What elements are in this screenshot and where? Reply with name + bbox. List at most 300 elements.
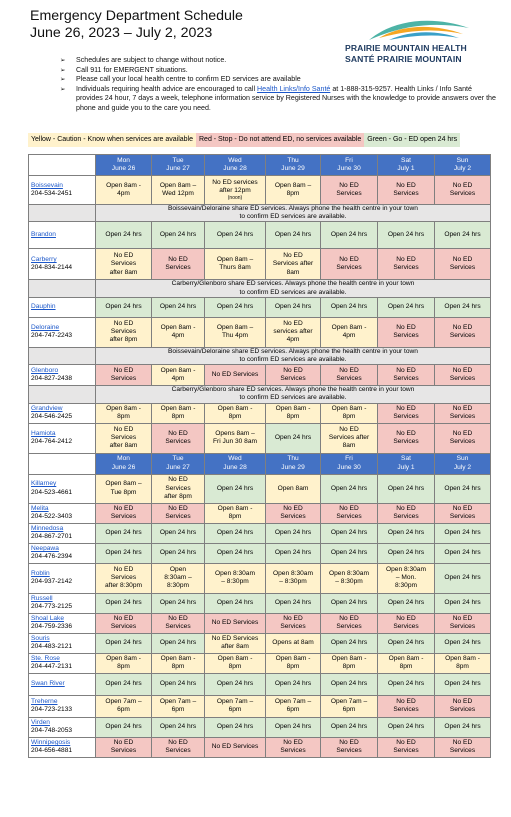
note-spacer: [29, 205, 96, 222]
day-header-cell: Mon June 26: [96, 155, 152, 176]
site-phone: 204-747-2243: [31, 332, 73, 340]
site-cell: [29, 297, 96, 317]
schedule-cell: [321, 403, 378, 423]
schedule-cell: [96, 474, 152, 503]
day-header-cell: Wed June 28: [205, 453, 266, 474]
schedule-cell: [321, 523, 378, 543]
schedule-cell: [205, 673, 266, 695]
schedule-cell-text: Open 8am - 4pm: [331, 324, 367, 340]
schedule-cell-text: Open 24 hrs: [105, 549, 142, 557]
schedule-cell: [96, 613, 152, 633]
schedule-cell-text: No ED Services after 8am: [328, 425, 370, 450]
schedule-cell: [435, 543, 491, 563]
schedule-cell: [96, 633, 152, 653]
site-row: [29, 673, 491, 695]
schedule-cell: [152, 633, 205, 653]
schedule-cell-text: No ED Services: [336, 181, 362, 197]
schedule-cell-text: Open 8:30am – 8:30pm: [215, 569, 255, 586]
schedule-cell-text: Open 24 hrs: [444, 549, 481, 557]
site-cell: [29, 474, 96, 503]
schedule-cell-text: No ED Services: [110, 504, 137, 521]
day-header-cell: Thu June 29: [266, 155, 321, 176]
schedule-cell-text: Open 24 hrs: [444, 529, 481, 537]
schedule-cell-text: Open 24 hrs: [105, 599, 142, 607]
day-header-cell: Fri June 30: [321, 453, 378, 474]
schedule-cell: [96, 673, 152, 695]
site-row: [29, 317, 491, 347]
schedule-cell-text: Open 8am - 8pm: [331, 404, 367, 421]
health-links-link[interactable]: Health Links/Info Santé: [257, 84, 331, 93]
schedule-cell-text: No ED Services: [393, 738, 419, 755]
schedule-cell: [96, 593, 152, 613]
schedule-cell: [378, 474, 435, 503]
arrow-bullet-icon: ➢: [60, 76, 66, 84]
schedule-cell-text: Open 24 hrs: [444, 599, 481, 607]
schedule-cell: [378, 673, 435, 695]
schedule-cell-text: No ED Services: [211, 743, 259, 751]
schedule-cell-text: Open 8am - 8pm: [217, 504, 253, 521]
header-corner: [29, 155, 96, 176]
schedule-cell: [96, 176, 152, 205]
schedule-cell: [435, 365, 491, 386]
site-cell: [29, 365, 96, 386]
schedule-cell-text: Open 24 hrs: [105, 231, 142, 239]
site-phone: 204-483-2121: [31, 643, 73, 651]
schedule-cell-text: No ED Services: [449, 614, 476, 631]
schedule-cell-text: No ED Services: [393, 367, 419, 383]
schedule-cell: [321, 673, 378, 695]
legend-yellow: Yellow - Caution - Know when services are available: [28, 133, 196, 147]
schedule-cell-text: Open 24 hrs: [274, 549, 312, 557]
schedule-cell: [152, 695, 205, 717]
schedule-cell-text: No ED Services: [336, 367, 362, 383]
schedule-cell: [435, 613, 491, 633]
site-cell: [29, 503, 96, 523]
site-row: [29, 563, 491, 593]
day-header-cell: Tue June 27: [152, 155, 205, 176]
schedule-cell: [378, 249, 435, 280]
schedule-cell-text: Open 24 hrs: [387, 231, 425, 239]
notice-text: Schedules are subject to change without notice.: [76, 56, 227, 64]
site-row: [29, 633, 491, 653]
schedule-cell-text: Open 8am - 4pm: [106, 181, 141, 197]
schedule-cell-text: Open 8am – Wed 12pm: [159, 181, 197, 197]
schedule-cell: [435, 523, 491, 543]
schedule-cell-text: Open 8:30am – 8:30pm: [273, 569, 313, 586]
schedule-cell: [321, 695, 378, 717]
schedule-cell-text: No ED Services: [165, 429, 191, 446]
schedule-cell: [435, 222, 491, 249]
schedule-cell: [205, 613, 266, 633]
schedule-cell-text: Open 8am: [277, 484, 309, 492]
schedule-cell-text: Open 8am - 4pm: [160, 367, 196, 383]
schedule-cell-text: Open 24 hrs: [274, 723, 312, 731]
schedule-cell-text: No ED Services after 8am: [272, 252, 314, 276]
schedule-cell: [205, 543, 266, 563]
schedule-cell-text: Opens at 8am: [272, 639, 314, 647]
legend-red: Red - Stop - Do not attend ED, no services available: [196, 133, 364, 147]
schedule-cell: [96, 365, 152, 386]
site-cell: [29, 613, 96, 633]
site-name-link[interactable]: Winnipegosis: [31, 738, 71, 746]
site-phone: 204-723-2133: [31, 706, 73, 714]
schedule-cell-text: Open 7am – 6pm: [216, 697, 254, 714]
schedule-cell: [152, 503, 205, 523]
schedule-cell: [378, 176, 435, 205]
site-name-link[interactable]: Neepawa: [31, 544, 59, 552]
schedule-cell-text: Open 24 hrs: [159, 639, 197, 647]
schedule-cell: [378, 423, 435, 453]
site-name-link[interactable]: Melita: [31, 504, 49, 512]
schedule-cell-text: No ED Services: [393, 404, 419, 421]
notice-text: Individuals requiring health advice are encouraged to call: [76, 84, 258, 93]
schedule-cell-text: Open 8am - 8pm: [445, 654, 480, 671]
schedule-cell-text: Open 24 hrs: [274, 231, 312, 239]
site-name-link[interactable]: Ste. Rose: [31, 654, 60, 662]
schedule-cell: [321, 653, 378, 673]
schedule-cell: [378, 717, 435, 737]
logo-name-french: SANTÉ PRAIRIE MOUNTAIN: [345, 54, 462, 64]
schedule-cell: [152, 403, 205, 423]
schedule-cell-text: No ED Services: [393, 256, 419, 272]
notice-text: Please call your local health centre to confirm ED services are available: [76, 75, 301, 84]
schedule-cell: [266, 695, 321, 717]
schedule-cell-text: Open 7am – 6pm: [159, 697, 197, 714]
site-name-link[interactable]: Virden: [31, 718, 50, 726]
schedule-cell-text: No ED Services: [110, 614, 137, 631]
schedule-cell-text: Open 7am – 6pm: [330, 697, 368, 714]
schedule-cell-text: Open 8:30am – 8:30pm: [329, 569, 369, 586]
schedule-cell-text: No ED Services after 8:30pm: [104, 565, 143, 590]
schedule-cell-text: No ED Services: [211, 619, 259, 627]
arrow-bullet-icon: ➢: [60, 85, 66, 93]
schedule-cell-text: No ED Services: [393, 429, 419, 446]
schedule-cell-text: Open 24 hrs: [387, 303, 425, 311]
schedule-cell-text: Open 24 hrs: [159, 549, 197, 557]
site-name-link[interactable]: Swan River: [31, 680, 65, 688]
schedule-cell: [378, 593, 435, 613]
site-row: [29, 695, 491, 717]
site-phone: 204-522-3403: [31, 513, 73, 521]
site-phone: 204-764-2412: [31, 438, 73, 446]
schedule-cell-text: No ED Services: [449, 324, 476, 340]
schedule-cell: [266, 249, 321, 280]
day-header-cell: Sun July 2: [435, 453, 491, 474]
schedule-cell: [435, 317, 491, 347]
schedule-cell-text: Open 24 hrs: [216, 680, 254, 688]
site-name-link[interactable]: Glenboro: [31, 367, 59, 375]
schedule-cell: [96, 737, 152, 757]
schedule-cell: [266, 474, 321, 503]
schedule-cell: [321, 593, 378, 613]
schedule-cell-subtext: (noon): [227, 195, 243, 202]
site-name-link[interactable]: Brandon: [31, 231, 56, 239]
schedule-cell: [321, 423, 378, 453]
schedule-cell: [152, 523, 205, 543]
schedule-cell: [435, 593, 491, 613]
schedule-cell-text: Open 24 hrs: [274, 529, 312, 537]
schedule-cell: [321, 365, 378, 386]
schedule-cell: [266, 403, 321, 423]
day-header-cell: Wed June 28: [205, 155, 266, 176]
schedule-cell-text: Open 8am – Tue 8pm: [105, 480, 142, 496]
schedule-cell-text: Open 7am – 6pm: [274, 697, 312, 714]
schedule-cell: [435, 737, 491, 757]
site-name-link[interactable]: Boissevain: [31, 181, 63, 189]
arrow-bullet-icon: ➢: [60, 57, 66, 64]
schedule-cell: [266, 222, 321, 249]
schedule-cell-text: No ED Services: [280, 367, 306, 383]
site-name-link[interactable]: Killarney: [31, 480, 57, 488]
schedule-cell: [266, 717, 321, 737]
schedule-cell-text: Open 24 hrs: [330, 303, 368, 311]
site-name-link[interactable]: Minnedosa: [31, 524, 64, 532]
schedule-cell-text: No ED Services after 8am: [109, 425, 138, 450]
schedule-cell: [152, 317, 205, 347]
schedule-cell-text: No ED Services after 8am: [211, 634, 259, 651]
schedule-cell-text: Open 8:30am – Mon. 8:30pm: [386, 565, 426, 590]
schedule-cell-text: Open 24 hrs: [105, 639, 142, 647]
schedule-cell-text: Open 24 hrs: [330, 529, 368, 537]
schedule-cell-text: No ED Services: [165, 504, 191, 521]
schedule-cell-text: Open 24 hrs: [387, 484, 425, 492]
schedule-table: [28, 154, 491, 758]
schedule-cell: [152, 563, 205, 593]
schedule-cell-text: No ED Services after 8pm: [164, 476, 192, 500]
schedule-cell: [152, 593, 205, 613]
schedule-cell: [152, 543, 205, 563]
schedule-cell: [378, 633, 435, 653]
schedule-cell-text: No ED Services: [393, 614, 419, 631]
page-title: Emergency Department Schedule: [30, 8, 243, 24]
schedule-cell: [96, 543, 152, 563]
schedule-cell: [96, 717, 152, 737]
schedule-cell: [321, 737, 378, 757]
day-header-cell: Fri June 30: [321, 155, 378, 176]
schedule-cell-text: Open 24 hrs: [444, 484, 481, 492]
header-corner: [29, 453, 96, 474]
site-name-link[interactable]: Roblin: [31, 569, 50, 577]
schedule-cell: [205, 503, 266, 523]
schedule-cell: [96, 317, 152, 347]
schedule-cell: [266, 633, 321, 653]
site-cell: [29, 673, 96, 695]
schedule-cell: [152, 365, 205, 386]
site-name-link[interactable]: Grandview: [31, 404, 63, 412]
schedule-cell: [435, 695, 491, 717]
site-name-link[interactable]: Carberry: [31, 256, 57, 264]
schedule-cell-text: Open 24 hrs: [387, 680, 425, 688]
site-phone: 204-937-2142: [31, 578, 73, 586]
site-row: [29, 176, 491, 205]
schedule-cell-text: Open 24 hrs: [216, 231, 254, 239]
day-header-cell: Tue June 27: [152, 453, 205, 474]
schedule-cell: [435, 563, 491, 593]
schedule-cell-text: No ED Services: [280, 738, 306, 755]
schedule-cell-text: Open 7am – 6pm: [105, 697, 142, 714]
schedule-cell-text: No ED services after 4pm: [273, 320, 313, 344]
day-header-cell: Sun July 2: [435, 155, 491, 176]
schedule-cell-text: Open 24 hrs: [216, 549, 254, 557]
schedule-cell-text: No ED Services: [110, 367, 137, 383]
site-phone: 204-867-2701: [31, 533, 73, 541]
schedule-cell-text: No ED Services: [449, 181, 476, 197]
schedule-cell-text: No ED Services: [449, 697, 476, 714]
schedule-cell: [205, 365, 266, 386]
schedule-cell: [321, 613, 378, 633]
schedule-cell: [205, 317, 266, 347]
schedule-cell-text: No ED Services: [165, 738, 191, 755]
schedule-cell: [266, 523, 321, 543]
site-cell: [29, 653, 96, 673]
schedule-cell: [378, 737, 435, 757]
schedule-cell: [435, 403, 491, 423]
site-cell: [29, 543, 96, 563]
schedule-cell: [435, 653, 491, 673]
site-name-link[interactable]: Deloraine: [31, 324, 60, 332]
schedule-cell: [96, 222, 152, 249]
shared-services-note: Boissevain/Deloraine share ED services. Always phone the health centre in your town to confirm ED services are available.: [96, 347, 491, 364]
day-header-row: [29, 453, 491, 474]
schedule-cell-text: No ED Services: [211, 371, 259, 379]
schedule-cell: [378, 317, 435, 347]
schedule-cell-text: Open 24 hrs: [387, 639, 425, 647]
shared-services-note-row: [29, 386, 491, 403]
schedule-cell: [321, 297, 378, 317]
schedule-cell-text: Open 24 hrs: [444, 303, 481, 311]
schedule-cell-text: No ED Services: [393, 181, 419, 197]
site-name-link[interactable]: Shoal Lake: [31, 614, 64, 622]
schedule-cell-text: No ED Services: [110, 738, 137, 755]
site-cell: [29, 593, 96, 613]
schedule-cell: [321, 563, 378, 593]
schedule-cell-text: Open 24 hrs: [216, 484, 254, 492]
notice-item: [60, 66, 500, 76]
day-header-cell: Thu June 29: [266, 453, 321, 474]
schedule-cell-text: Open 24 hrs: [159, 303, 197, 311]
schedule-cell-text: No ED services after 12pm: [212, 178, 258, 194]
site-name-link[interactable]: Hamiota: [31, 429, 56, 437]
schedule-cell: [266, 613, 321, 633]
site-name-link[interactable]: Dauphin: [31, 303, 56, 311]
schedule-cell-text: No ED Services: [336, 504, 362, 521]
schedule-cell: [205, 249, 266, 280]
schedule-cell-text: Open 24 hrs: [330, 549, 368, 557]
schedule-cell: [96, 423, 152, 453]
site-cell: [29, 695, 96, 717]
schedule-cell-text: Open 24 hrs: [105, 529, 142, 537]
schedule-cell-text: Open 8am - 8pm: [106, 654, 141, 671]
site-cell: [29, 249, 96, 280]
schedule-cell: [378, 503, 435, 523]
schedule-cell: [205, 695, 266, 717]
schedule-cell: [435, 474, 491, 503]
site-row: [29, 613, 491, 633]
schedule-cell: [205, 737, 266, 757]
legend-green: Green - Go - ED open 24 hrs: [364, 133, 460, 147]
site-name-link[interactable]: Russell: [31, 594, 53, 602]
schedule-cell: [205, 222, 266, 249]
site-phone: 204-759-2336: [31, 623, 73, 631]
schedule-cell: [378, 653, 435, 673]
schedule-cell-text: No ED Services: [280, 614, 306, 631]
schedule-cell-text: Open 24 hrs: [274, 303, 312, 311]
schedule-cell: [205, 297, 266, 317]
schedule-cell-text: No ED Services: [449, 404, 476, 421]
schedule-cell-text: Open 24 hrs: [387, 723, 425, 731]
site-cell: [29, 633, 96, 653]
schedule-cell-text: Open 24 hrs: [330, 723, 368, 731]
schedule-cell: [321, 317, 378, 347]
site-row: [29, 297, 491, 317]
schedule-cell-text: No ED Services: [393, 697, 419, 714]
shared-services-note-row: [29, 205, 491, 222]
schedule-cell-text: Open 8am – Thu 4pm: [216, 324, 254, 340]
schedule-cell: [378, 297, 435, 317]
schedule-cell: [435, 176, 491, 205]
schedule-cell-text: Open 24 hrs: [159, 723, 197, 731]
schedule-cell: [152, 737, 205, 757]
schedule-cell: [96, 503, 152, 523]
site-name-link[interactable]: Treherne: [31, 697, 58, 705]
schedule-cell: [266, 365, 321, 386]
schedule-cell-text: Open 24 hrs: [216, 723, 254, 731]
note-spacer: [29, 347, 96, 364]
day-header-cell: Sat July 1: [378, 453, 435, 474]
schedule-cell: [266, 297, 321, 317]
site-cell: [29, 423, 96, 453]
site-row: [29, 737, 491, 757]
shared-services-note-row: [29, 280, 491, 297]
schedule-cell-text: Open 24 hrs: [444, 231, 481, 239]
schedule-cell: [152, 673, 205, 695]
schedule-cell: [96, 249, 152, 280]
site-phone: 204-748-2053: [31, 727, 73, 735]
schedule-cell: [378, 365, 435, 386]
site-row: [29, 365, 491, 386]
schedule-cell: [266, 737, 321, 757]
schedule-cell-text: No ED Services: [449, 367, 476, 383]
site-phone: 204-523-4661: [31, 488, 73, 496]
notice-list: [60, 56, 500, 114]
schedule-cell-text: Open 24 hrs: [216, 529, 254, 537]
schedule-cell: [378, 523, 435, 543]
schedule-cell: [152, 474, 205, 503]
schedule-cell: [266, 563, 321, 593]
schedule-cell-text: Open 8:30am – 8:30pm: [164, 565, 192, 590]
schedule-cell: [378, 563, 435, 593]
site-cell: [29, 717, 96, 737]
schedule-cell-text: Open 24 hrs: [444, 639, 481, 647]
schedule-cell: [378, 543, 435, 563]
schedule-cell-text: Open 24 hrs: [330, 639, 368, 647]
site-cell: [29, 403, 96, 423]
schedule-cell-text: Open 24 hrs: [387, 549, 425, 557]
schedule-cell: [435, 249, 491, 280]
schedule-cell-text: No ED Services: [449, 429, 476, 446]
schedule-cell: [435, 503, 491, 523]
site-row: [29, 523, 491, 543]
schedule-cell: [266, 503, 321, 523]
schedule-cell: [266, 593, 321, 613]
schedule-cell-text: No ED Services: [336, 256, 362, 272]
site-name-link[interactable]: Souris: [31, 634, 50, 642]
schedule-cell-text: Open 24 hrs: [274, 434, 312, 442]
schedule-cell-text: Open 24 hrs: [387, 599, 425, 607]
site-phone: 204-773-2125: [31, 603, 73, 611]
schedule-cell: [435, 673, 491, 695]
site-row: [29, 222, 491, 249]
